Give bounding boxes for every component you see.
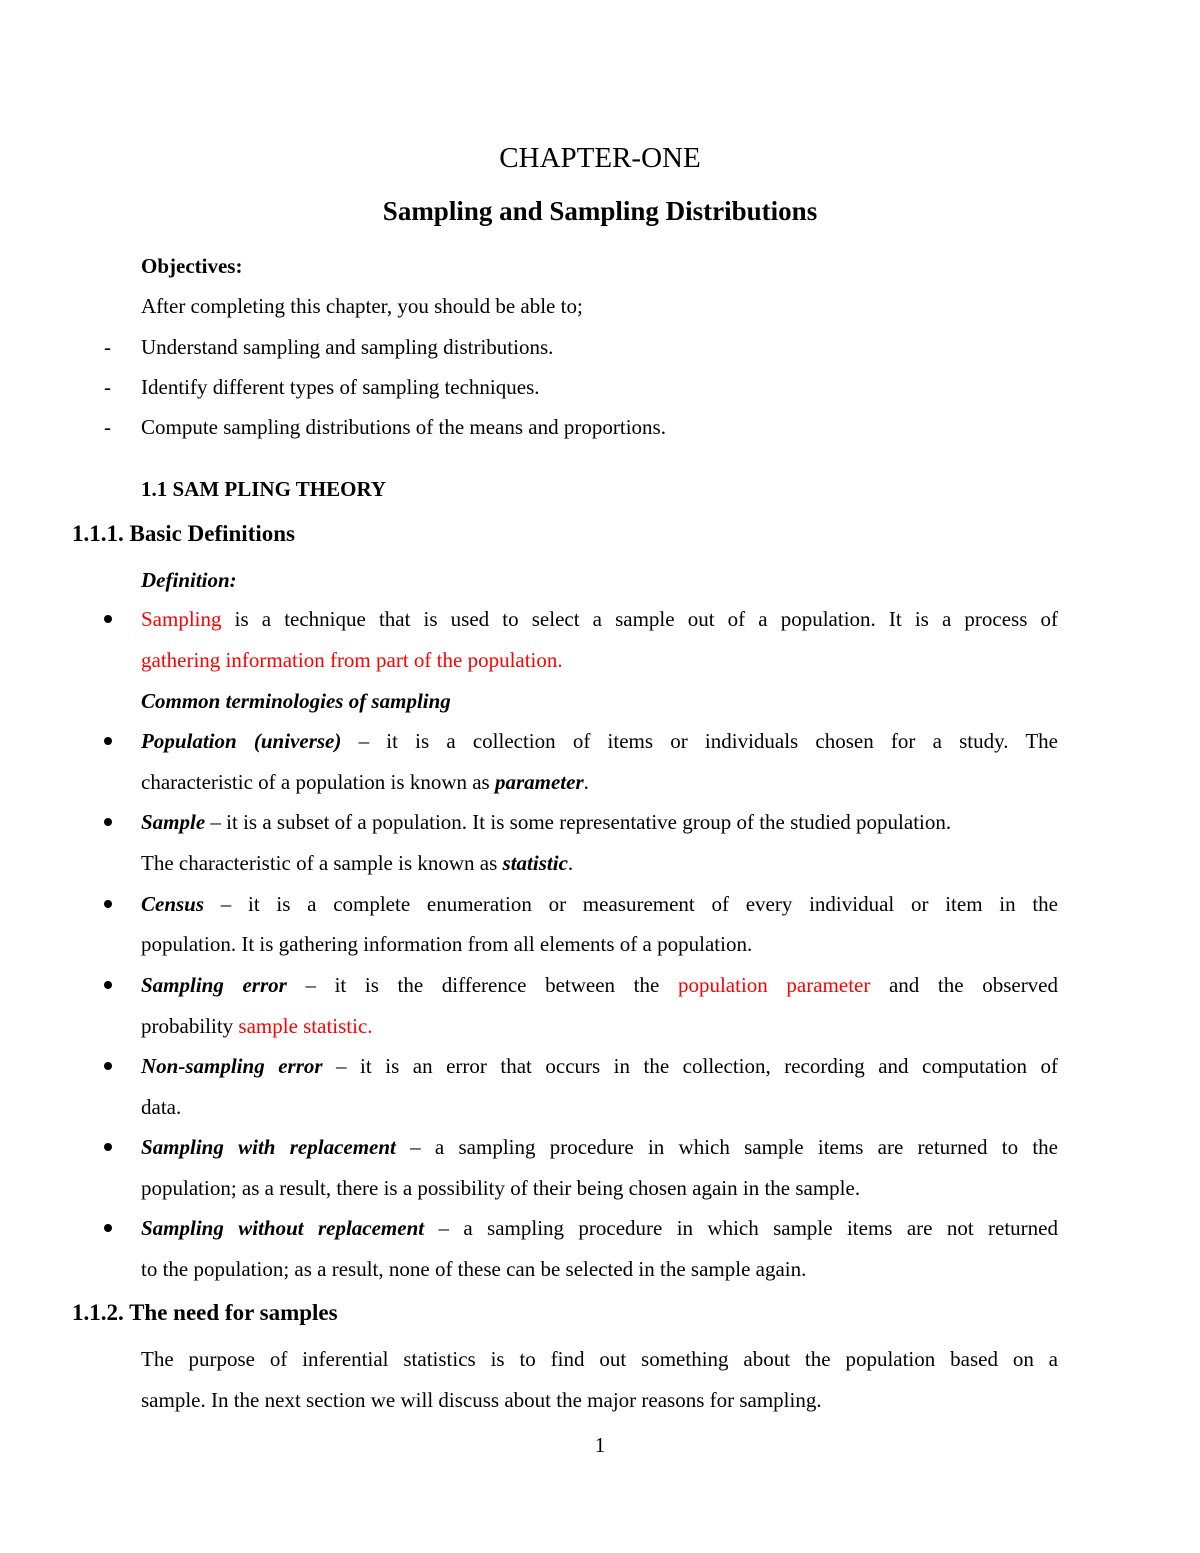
without-replacement-definition-line1: Sampling without replacement – a sampling procedure in which sample items are not returned	[141, 1216, 1058, 1240]
subsection-number: 1.1.2.	[72, 1300, 124, 1325]
sample-definition-line1: Sample – it is a subset of a population. It is some representative group of the studied population.	[141, 810, 952, 834]
bullet-icon	[104, 615, 112, 623]
page-number: 1	[594, 1433, 606, 1457]
terminologies-heading: Common terminologies of sampling	[141, 689, 451, 713]
census-definition-line1: Census – it is a complete enumeration or measurement of every individual or item in the	[141, 892, 1058, 916]
need-samples-paragraph-line1: The purpose of inferential statistics is to find out something about the population based on a	[141, 1347, 1058, 1371]
bullet-icon	[104, 737, 112, 745]
subsection-title: The need for samples	[129, 1300, 338, 1325]
subsection-number: 1.1.1.	[72, 521, 124, 546]
chapter-subtitle: Sampling and Sampling Distributions	[382, 196, 818, 226]
term-parameter: parameter	[494, 770, 584, 794]
with-replacement-definition-line1: Sampling with replacement – a sampling procedure in which sample items are returned to the	[141, 1135, 1058, 1159]
dash-marker: -	[104, 375, 111, 399]
census-definition-line2: population. It is gathering information from all elements of a population.	[141, 932, 753, 956]
objective-item: Understand sampling and sampling distributions.	[141, 335, 554, 359]
section-heading: 1.1 SAM PLING THEORY	[141, 477, 387, 501]
population-definition-line1: Population (universe) – it is a collection of items or individuals chosen for a study. The	[141, 729, 1058, 753]
need-samples-paragraph-line2: sample. In the next section we will discuss about the major reasons for sampling.	[141, 1388, 822, 1412]
subsection-heading-basic-definitions	[72, 521, 295, 547]
objectives-intro: After completing this chapter, you should be able to;	[141, 294, 583, 318]
definition-label: Definition:	[141, 568, 237, 592]
term-census: Census	[141, 892, 205, 916]
bullet-icon	[104, 900, 112, 908]
sampling-definition-line2: gathering information from part of the population.	[141, 648, 563, 672]
objectives-heading: Objectives:	[141, 254, 243, 278]
term-without-replacement: Sampling without replacement	[141, 1216, 425, 1240]
term-sample: Sample	[141, 810, 206, 834]
with-replacement-definition-line2: population; as a result, there is a possibility of their being chosen again in the sample.	[141, 1176, 861, 1200]
without-replacement-definition-line2: to the population; as a result, none of these can be selected in the sample again.	[141, 1257, 807, 1281]
sampling-error-definition-line2: probability sample statistic.	[141, 1014, 373, 1038]
subsection-heading-need-for-samples	[72, 1300, 338, 1326]
term-statistic: statistic	[502, 851, 568, 875]
term-with-replacement: Sampling with replacement	[141, 1135, 396, 1159]
population-definition-line2: characteristic of a population is known as parameter.	[141, 770, 589, 794]
non-sampling-error-definition-line2: data.	[141, 1095, 182, 1119]
sampling-error-definition-line1: Sampling error – it is the difference between the population parameter and the observed	[141, 973, 1059, 997]
term-sampling: Sampling	[141, 607, 222, 631]
non-sampling-error-definition-line1: Non-sampling error – it is an error that occurs in the collection, recording and computation of	[141, 1054, 1059, 1078]
bullet-icon	[104, 1143, 112, 1151]
objective-item: Compute sampling distributions of the means and proportions.	[141, 415, 666, 439]
chapter-title: CHAPTER-ONE	[499, 142, 701, 174]
subsection-title: Basic Definitions	[129, 521, 295, 546]
bullet-icon	[104, 818, 112, 826]
sample-definition-line2: The characteristic of a sample is known as statistic.	[141, 851, 574, 875]
bullet-icon	[104, 981, 112, 989]
dash-marker: -	[104, 335, 111, 359]
objective-item: Identify different types of sampling techniques.	[141, 375, 540, 399]
term-population: Population (universe)	[141, 729, 342, 753]
bullet-icon	[104, 1062, 112, 1070]
bullet-icon	[104, 1224, 112, 1232]
sampling-definition-line1: Sampling is a technique that is used to select a sample out of a population. It is a process of	[141, 607, 1058, 631]
term-non-sampling-error: Non-sampling error	[141, 1054, 323, 1078]
dash-marker: -	[104, 415, 111, 439]
term-sampling-error: Sampling error	[141, 973, 287, 997]
